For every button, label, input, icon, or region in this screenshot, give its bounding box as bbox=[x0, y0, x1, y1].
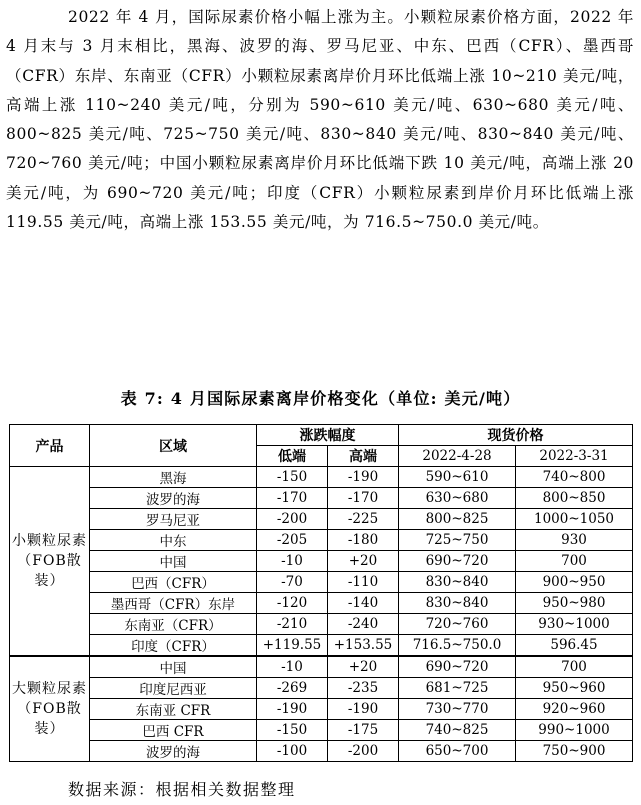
table-row bbox=[10, 509, 633, 530]
table-row bbox=[10, 678, 633, 699]
low-change-cell: -269 bbox=[257, 678, 328, 699]
price-0428-cell: 690~720 bbox=[399, 551, 516, 572]
table-header bbox=[10, 425, 633, 467]
region-cell: 东南亚（CFR） bbox=[90, 614, 257, 635]
high-change-cell: -140 bbox=[328, 593, 399, 614]
price-0331-cell: 920~960 bbox=[516, 699, 633, 720]
header-region: 区域 bbox=[90, 425, 257, 467]
high-change-cell: -180 bbox=[328, 530, 399, 551]
table-row bbox=[10, 551, 633, 572]
price-0331-cell: 990~1000 bbox=[516, 720, 633, 741]
low-change-cell: -200 bbox=[257, 509, 328, 530]
price-0428-cell: 681~725 bbox=[399, 678, 516, 699]
price-0428-cell: 650~700 bbox=[399, 741, 516, 762]
table-row bbox=[10, 614, 633, 635]
table-body bbox=[10, 467, 633, 762]
low-change-cell: -10 bbox=[257, 551, 328, 572]
high-change-cell: -190 bbox=[328, 467, 399, 488]
region-cell: 东南亚 CFR bbox=[90, 699, 257, 720]
price-0428-cell: 690~720 bbox=[399, 656, 516, 678]
region-cell: 黑海 bbox=[90, 467, 257, 488]
table-row bbox=[10, 467, 633, 488]
low-change-cell: -205 bbox=[257, 530, 328, 551]
high-change-cell: -240 bbox=[328, 614, 399, 635]
price-0428-cell: 730~770 bbox=[399, 699, 516, 720]
price-0428-cell: 630~680 bbox=[399, 488, 516, 509]
table-row bbox=[10, 572, 633, 593]
product-cell: 小颗粒尿素（FOB散装） bbox=[10, 467, 90, 657]
table-row bbox=[10, 593, 633, 614]
price-0331-cell: 700 bbox=[516, 551, 633, 572]
header-change: 涨跌幅度 bbox=[257, 425, 399, 446]
high-change-cell: -200 bbox=[328, 741, 399, 762]
price-0428-cell: 590~610 bbox=[399, 467, 516, 488]
region-cell: 中国 bbox=[90, 551, 257, 572]
price-0331-cell: 750~900 bbox=[516, 741, 633, 762]
low-change-cell: -210 bbox=[257, 614, 328, 635]
region-cell: 印度（CFR） bbox=[90, 635, 257, 657]
region-cell: 墨西哥（CFR）东岸 bbox=[90, 593, 257, 614]
data-source-note: 数据来源：根据相关数据整理 bbox=[68, 780, 296, 799]
low-change-cell: -190 bbox=[257, 699, 328, 720]
low-change-cell: +119.55 bbox=[257, 635, 328, 657]
table-row bbox=[10, 699, 633, 720]
region-cell: 中国 bbox=[90, 656, 257, 678]
low-change-cell: -150 bbox=[257, 467, 328, 488]
header-date-1: 2022-4-28 bbox=[399, 446, 516, 467]
low-change-cell: -120 bbox=[257, 593, 328, 614]
price-0428-cell: 720~760 bbox=[399, 614, 516, 635]
header-low: 低端 bbox=[257, 446, 328, 467]
price-0428-cell: 740~825 bbox=[399, 720, 516, 741]
table-row bbox=[10, 656, 633, 678]
high-change-cell: -235 bbox=[328, 678, 399, 699]
table-row bbox=[10, 741, 633, 762]
price-0331-cell: 800~850 bbox=[516, 488, 633, 509]
table-row bbox=[10, 488, 633, 509]
table-row bbox=[10, 635, 633, 657]
region-cell: 中东 bbox=[90, 530, 257, 551]
price-0428-cell: 830~840 bbox=[399, 593, 516, 614]
price-table bbox=[9, 424, 633, 762]
high-change-cell: -110 bbox=[328, 572, 399, 593]
price-0331-cell: 950~960 bbox=[516, 678, 633, 699]
table-row bbox=[10, 720, 633, 741]
table-caption: 表 7: 4 月国际尿素离岸价格变化（单位: 美元/吨） bbox=[120, 389, 521, 408]
body-paragraph: 2022 年 4 月，国际尿素价格小幅上涨为主。小颗粒尿素价格方面，2022 年 4 月末与 3 月末相比，黑海、波罗的海、罗马尼亚、中东、巴西（CFR）、墨西哥（CFR）东岸、东南亚（CFR）小颗粒尿素离岸价月环比低端上涨 10~210 美元/吨，高端上涨 110~240 美元/吨，分别为 590~610 美元/吨、630~680 美元/吨、800~825 美元/吨、725~750 美元/吨、830~840 美元/吨、830~840 美元/吨、720~760 美元/吨；中国小颗粒尿素离岸价月环比低端下跌 10 美元/吨，高端上涨 20 美元/吨，为 690~720 美元/吨；印度（CFR）小颗粒尿素到岸价月环比低端上涨 119.55 美元/吨，高端上涨 153.55 美元/吨，为 716.5~750.0 美元/吨。 bbox=[6, 8, 634, 232]
low-change-cell: -100 bbox=[257, 741, 328, 762]
price-0331-cell: 740~800 bbox=[516, 467, 633, 488]
region-cell: 波罗的海 bbox=[90, 741, 257, 762]
region-cell: 巴西 CFR bbox=[90, 720, 257, 741]
header-spot: 现货价格 bbox=[399, 425, 633, 446]
region-cell: 巴西（CFR） bbox=[90, 572, 257, 593]
price-0428-cell: 830~840 bbox=[399, 572, 516, 593]
price-0331-cell: 1000~1050 bbox=[516, 509, 633, 530]
high-change-cell: +20 bbox=[328, 551, 399, 572]
header-date-2: 2022-3-31 bbox=[516, 446, 633, 467]
region-cell: 波罗的海 bbox=[90, 488, 257, 509]
high-change-cell: -190 bbox=[328, 699, 399, 720]
price-0331-cell: 930 bbox=[516, 530, 633, 551]
region-cell: 罗马尼亚 bbox=[90, 509, 257, 530]
product-cell: 大颗粒尿素（FOB散装） bbox=[10, 656, 90, 762]
low-change-cell: -150 bbox=[257, 720, 328, 741]
table-row bbox=[10, 530, 633, 551]
region-cell: 印度尼西亚 bbox=[90, 678, 257, 699]
header-high: 高端 bbox=[328, 446, 399, 467]
high-change-cell: +153.55 bbox=[328, 635, 399, 657]
low-change-cell: -170 bbox=[257, 488, 328, 509]
high-change-cell: +20 bbox=[328, 656, 399, 678]
price-0331-cell: 930~1000 bbox=[516, 614, 633, 635]
price-0331-cell: 900~950 bbox=[516, 572, 633, 593]
price-0428-cell: 716.5~750.0 bbox=[399, 635, 516, 657]
low-change-cell: -70 bbox=[257, 572, 328, 593]
high-change-cell: -175 bbox=[328, 720, 399, 741]
high-change-cell: -170 bbox=[328, 488, 399, 509]
price-0331-cell: 700 bbox=[516, 656, 633, 678]
high-change-cell: -225 bbox=[328, 509, 399, 530]
price-0428-cell: 725~750 bbox=[399, 530, 516, 551]
price-0331-cell: 950~980 bbox=[516, 593, 633, 614]
price-0428-cell: 800~825 bbox=[399, 509, 516, 530]
low-change-cell: -10 bbox=[257, 656, 328, 678]
price-0331-cell: 596.45 bbox=[516, 635, 633, 657]
header-product: 产品 bbox=[10, 425, 90, 467]
